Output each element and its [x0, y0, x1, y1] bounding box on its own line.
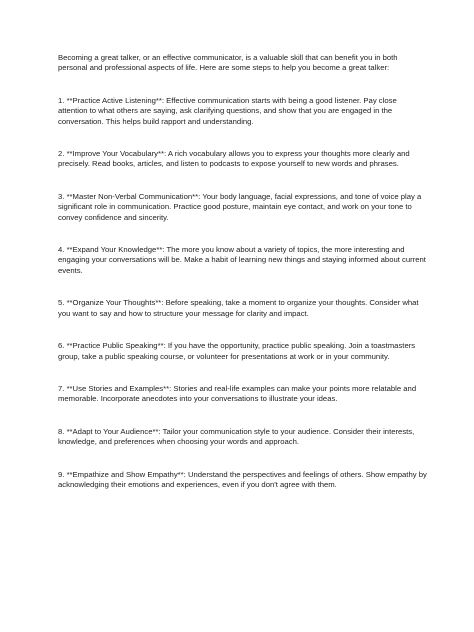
list-item-body: Understand the perspectives and feelings of others. Show empathy by acknowledging their emotions and experiences, even if you don't agree with them.	[58, 469, 427, 489]
list-item-body: Before speaking, take a moment to organize your thoughts. Consider what you want to say and how to structure your message for clarity and impact.	[58, 298, 419, 318]
list-item-number: 5.	[58, 298, 65, 308]
list-item-body: The more you know about a variety of topics, the more interesting and engaging your conversations will be. Make a habit of learning new things and staying informed about current events.	[58, 245, 426, 275]
list-item-body: Your body language, facial expressions, and tone of voice play a significant role in communication. Practice good posture, maintain eye contact, and work on your tone to convey confidence and sincerity.	[58, 191, 422, 222]
list-item-number: 4.	[58, 245, 65, 255]
list-item-title: **Use Stories and Examples**:	[66, 383, 172, 393]
list-item-title: **Expand Your Knowledge**:	[66, 245, 165, 255]
list-item-body: If you have the opportunity, practice public speaking. Join a toastmasters group, take a public speaking course, or volunteer for presentations at work or in your community.	[58, 341, 416, 361]
list-item-number: 8.	[58, 426, 65, 436]
intro-paragraph: Becoming a great talker, or an effective communicator, is a valuable skill that can benefit you in both personal and professional aspects of life. Here are some steps to help you become a great talker:	[58, 53, 398, 73]
list-item	[58, 298, 428, 319]
list-item-number: 2.	[58, 149, 65, 159]
list-item-title: **Empathize and Show Empathy**:	[66, 469, 186, 479]
list-item-body: Tailor your communication style to your audience. Consider their interests, knowledge, and preferences when choosing your words and approach.	[58, 426, 415, 447]
list-item-body: A rich vocabulary allows you to express your thoughts more clearly and precisely. Read books, articles, and listen to podcasts to expose yourself to new words and phrases.	[58, 149, 410, 169]
list-item	[58, 245, 428, 276]
list-item	[58, 149, 428, 170]
list-item	[58, 427, 428, 448]
document-body	[58, 53, 428, 512]
list-item	[58, 384, 428, 405]
list-item-body: Stories and real-life examples can make your points more relatable and memorable. Incorporate anecdotes into your conversations to illustrate your ideas.	[58, 383, 417, 404]
list-item	[58, 470, 428, 491]
list-item-number: 7.	[58, 383, 65, 393]
list-item-title: **Adapt to Your Audience**:	[66, 426, 161, 436]
list-item-title: **Master Non-Verbal Communication**:	[66, 191, 201, 201]
list-item-title: **Practice Active Listening**:	[66, 95, 164, 105]
list-item-title: **Practice Public Speaking**:	[66, 341, 166, 351]
list-item-number: 6.	[58, 341, 65, 351]
list-item-title: **Improve Your Vocabulary**:	[66, 149, 167, 159]
list-item	[58, 96, 428, 127]
list-item-number: 1.	[58, 95, 65, 105]
list-item-number: 3.	[58, 191, 65, 201]
list-item	[58, 192, 428, 223]
list-item-number: 9.	[58, 469, 65, 479]
list-item-title: **Organize Your Thoughts**:	[66, 298, 164, 308]
list-item-body: Effective communication starts with being a good listener. Pay close attention to what others are saying, ask clarifying questions, and show that you are engaged in the conversation. This helps build rapport and understanding.	[58, 95, 397, 126]
list-item	[58, 341, 428, 362]
